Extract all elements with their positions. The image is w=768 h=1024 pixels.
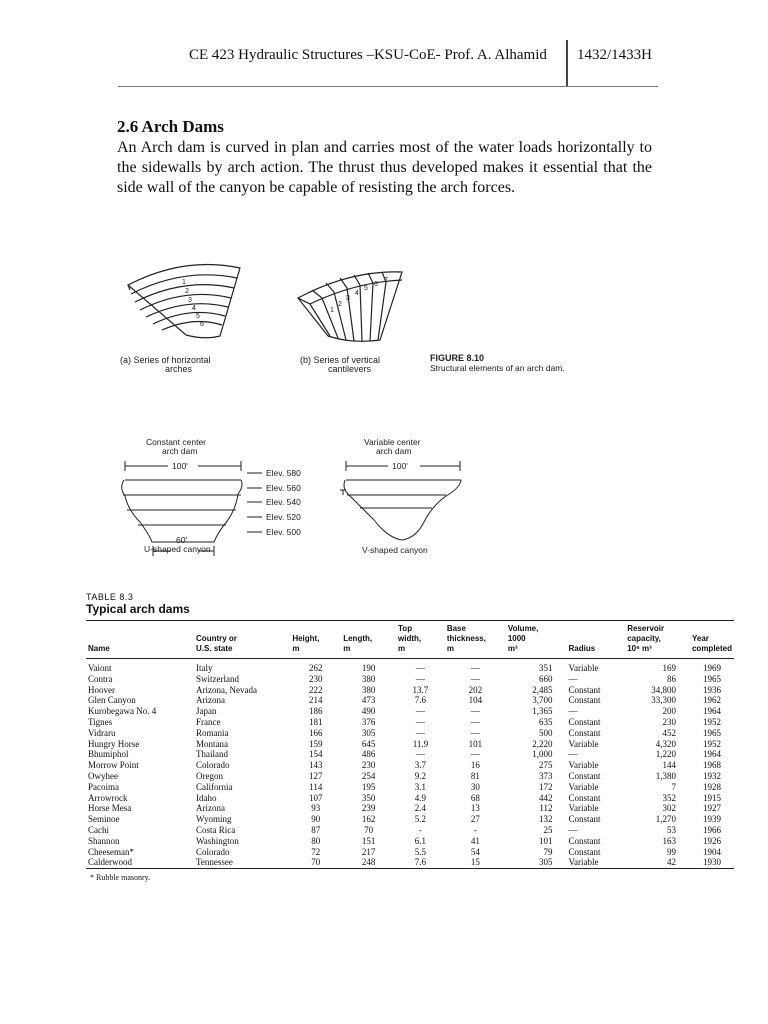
cell-height: 87 (311, 824, 321, 835)
cell-country: Arizona (196, 695, 226, 706)
cell-height: 114 (309, 781, 323, 792)
elev-540: Elev. 540 (266, 497, 301, 507)
cell-height: 222 (309, 684, 323, 695)
cell-name: Tignes (88, 716, 113, 727)
cell-volume: 635 (538, 716, 553, 727)
cell-reservoir: 1,270 (655, 814, 676, 825)
header-divider (566, 40, 568, 86)
cell-country: Montana (196, 738, 229, 749)
cell-top-width: — (415, 663, 425, 673)
table-row (86, 803, 734, 814)
right-caption: V-shaped canyon (362, 545, 428, 555)
arch-a-label-4: 4 (192, 305, 196, 312)
table-row (86, 857, 734, 868)
cell-country: Tennessee (196, 857, 233, 868)
cell-height: 127 (309, 770, 323, 781)
cell-volume: 305 (538, 857, 553, 868)
section-heading: 2.6 Arch Dams (117, 117, 224, 136)
col-name: Name (88, 644, 110, 653)
cell-radius: Variable (568, 803, 599, 814)
right-title-2: arch dam (376, 446, 412, 456)
cell-radius: Constant (568, 684, 601, 695)
cell-volume: 351 (538, 663, 553, 673)
left-title-2: arch dam (162, 446, 198, 456)
cell-year: 1968 (702, 760, 721, 771)
cell-base-thickness: 27 (470, 814, 480, 825)
cell-year: 1930 (702, 857, 721, 868)
cell-year: 1964 (702, 749, 721, 760)
cell-country: Arizona (196, 803, 226, 814)
cell-year: 1939 (702, 814, 721, 825)
cell-reservoir: 352 (662, 792, 676, 803)
cell-top-width: 4.9 (414, 792, 427, 803)
cell-reservoir: 230 (662, 716, 676, 727)
cell-volume: 1,365 (532, 706, 553, 717)
cell-name: Contra (88, 673, 113, 684)
cell-country: Costa Rica (196, 824, 236, 835)
cell-length: 217 (361, 846, 376, 857)
cell-height: 186 (309, 706, 323, 717)
figure-number: FIGURE 8.10 (430, 353, 485, 363)
col-top-width: Top width, m (398, 624, 422, 653)
cell-length: 486 (361, 749, 376, 760)
table-row (86, 674, 734, 685)
cell-top-width: 7.6 (414, 695, 427, 706)
cell-top-width: 6.1 (414, 835, 427, 846)
cell-volume: 101 (538, 835, 553, 846)
cell-length: 645 (361, 738, 376, 749)
cell-year: 1952 (702, 716, 721, 727)
cell-year: 1966 (702, 824, 721, 835)
caption-b-line1: (b) Series of vertical (300, 355, 381, 365)
cell-volume: 2,485 (532, 684, 553, 695)
cell-name: Seminoe (88, 814, 120, 825)
cell-top-width: 9.2 (414, 770, 427, 781)
cell-length: 490 (361, 706, 376, 717)
col-radius: Radius (568, 644, 596, 653)
cell-reservoir: 200 (662, 706, 676, 717)
cant-b-label-4: 4 (355, 290, 359, 297)
table-row (86, 836, 734, 847)
table-row (86, 685, 734, 696)
cell-radius: — (568, 706, 578, 717)
cell-reservoir: 53 (666, 824, 676, 835)
col-year: Year completed (691, 634, 732, 653)
cell-length: 376 (361, 716, 376, 727)
cell-name: Vidraru (88, 727, 116, 738)
cell-country: Thailand (196, 749, 229, 760)
cell-volume: 172 (538, 781, 553, 792)
right-top-width: 100' (392, 461, 408, 471)
left-title-1: Constant center (146, 437, 207, 447)
cell-base-thickness: 81 (470, 770, 480, 781)
cell-reservoir: 7 (671, 781, 676, 792)
diagram-horizontal-arches (128, 264, 240, 337)
cell-name: Owyhee (88, 770, 118, 781)
cell-height: 262 (309, 663, 323, 673)
cell-top-width: 13.7 (412, 684, 429, 695)
cell-year: 1927 (702, 803, 721, 814)
cell-year: 1965 (702, 727, 721, 738)
arch-a-label-2: 2 (185, 288, 189, 295)
typical-arch-dams-table (86, 592, 734, 882)
table-row (86, 717, 734, 728)
cell-country: Switzerland (196, 673, 240, 684)
table-row (86, 695, 734, 706)
table-row (86, 825, 734, 836)
cell-radius: Constant (568, 846, 601, 857)
table-row (86, 659, 734, 674)
table-header-row (86, 621, 734, 659)
cant-b-label-7: 7 (384, 277, 388, 284)
cell-height: 181 (309, 716, 323, 727)
table-row (86, 847, 734, 858)
cell-name: Cachi (88, 824, 109, 835)
cell-base-thickness: 16 (470, 760, 480, 771)
cant-b-label-3: 3 (346, 295, 350, 302)
cell-top-width: 7.6 (414, 857, 427, 868)
col-length: Length, m (343, 634, 373, 653)
cell-volume: 79 (543, 846, 553, 857)
data-table (86, 620, 734, 869)
cell-reservoir: 144 (662, 760, 676, 771)
cell-height: 166 (309, 727, 323, 738)
cell-base-thickness: 54 (470, 846, 480, 857)
cell-length: 305 (361, 727, 376, 738)
cell-reservoir: 302 (662, 803, 676, 814)
cell-reservoir: 1,380 (655, 770, 676, 781)
arch-a-label-6: 6 (200, 321, 204, 328)
arch-a-label-5: 5 (196, 313, 200, 320)
cell-height: 214 (309, 695, 323, 706)
left-bottom-width: 60' (176, 535, 188, 545)
cell-name: Horse Mesa (88, 803, 132, 814)
cell-height: 154 (309, 749, 323, 760)
cell-base-thickness: 104 (468, 695, 483, 706)
cell-reservoir: 4,320 (655, 738, 676, 749)
cell-base-thickness: 41 (470, 835, 480, 846)
cell-name: Bhumiphol (88, 749, 129, 760)
table-row (86, 749, 734, 760)
cell-base-thickness: 101 (468, 738, 483, 749)
cell-height: 107 (309, 792, 323, 803)
table-row (86, 739, 734, 750)
cell-country: Colorado (196, 760, 230, 771)
cell-top-width: 5.2 (414, 814, 427, 825)
table-label: TABLE 8.3 (86, 592, 134, 602)
cell-length: 239 (361, 803, 376, 814)
cell-volume: 442 (538, 792, 553, 803)
cell-name: Shannon (88, 835, 120, 846)
cell-top-width: 2.4 (414, 803, 427, 814)
col-base-thickness: Base thickness, m (446, 624, 486, 653)
cell-radius: Constant (568, 695, 601, 706)
elev-520: Elev. 520 (266, 512, 301, 522)
cell-base-thickness: - (473, 824, 477, 835)
cell-year: 1915 (702, 792, 721, 803)
cell-country: Arizona, Nevada (196, 684, 258, 695)
cell-country: Italy (196, 663, 213, 673)
figure-caption: Structural elements of an arch dam. (430, 363, 565, 373)
cell-year: 1932 (702, 770, 721, 781)
cell-base-thickness: 15 (470, 857, 480, 868)
cell-length: 70 (364, 824, 374, 835)
cell-name: Calderwood (88, 857, 132, 868)
cell-volume: 275 (538, 760, 553, 771)
page-header (0, 0, 768, 90)
cell-height: 143 (309, 760, 323, 771)
cell-height: 90 (311, 814, 321, 825)
cell-radius: Variable (568, 760, 599, 771)
cell-length: 254 (361, 770, 376, 781)
cell-length: 230 (361, 760, 376, 771)
right-title-1: Variable center (364, 437, 421, 447)
table-row (86, 728, 734, 739)
header-rule (118, 86, 658, 87)
table-row (86, 771, 734, 782)
cell-radius: — (568, 673, 578, 684)
cell-top-width: — (415, 716, 425, 727)
cell-reservoir: 33,300 (651, 695, 676, 706)
cell-name: Morrow Point (88, 760, 139, 771)
cell-top-width: 3.1 (414, 781, 427, 792)
cell-base-thickness: 13 (470, 803, 480, 814)
col-volume: Volume, 1000 m³ (507, 624, 539, 653)
cell-name: Pacoima (88, 781, 119, 792)
cell-name: Vaiont (88, 663, 112, 673)
cell-radius: Constant (568, 727, 601, 738)
cell-volume: 112 (539, 803, 553, 814)
caption-a-line1: (a) Series of horizontal (120, 355, 211, 365)
cell-volume: 3,700 (532, 695, 553, 706)
elev-500: Elev. 500 (266, 527, 301, 537)
cell-reservoir: 163 (662, 835, 676, 846)
cell-country: Wyoming (196, 814, 232, 825)
cell-base-thickness: — (470, 727, 480, 738)
cell-height: 93 (311, 803, 321, 814)
cell-height: 159 (309, 738, 323, 749)
left-caption: U-shaped canyon (144, 544, 211, 554)
cell-top-width: - (418, 824, 422, 835)
cell-radius: Variable (568, 857, 599, 868)
cell-volume: 373 (538, 770, 553, 781)
left-top-width: 100' (172, 461, 188, 471)
cell-height: 80 (311, 835, 321, 846)
cell-radius: Variable (568, 781, 599, 792)
cell-reservoir: 169 (662, 663, 676, 673)
cell-reservoir: 1,220 (655, 749, 676, 760)
cell-radius: Constant (568, 716, 601, 727)
cell-year: 1952 (702, 738, 721, 749)
cell-radius: — (568, 824, 578, 835)
table-row (86, 814, 734, 825)
cell-country: Colorado (196, 846, 230, 857)
cell-country: Oregon (196, 770, 224, 781)
cell-name: Glen Canyon (88, 695, 136, 706)
cell-length: 190 (361, 663, 376, 673)
table-row (86, 760, 734, 771)
cell-year: 1962 (702, 695, 721, 706)
cell-radius: Variable (568, 738, 599, 749)
cell-reservoir: 452 (662, 727, 676, 738)
cell-name: Arrowrock (88, 792, 128, 803)
cell-radius: Constant (568, 814, 601, 825)
cell-base-thickness: — (470, 716, 480, 727)
col-country: Country or U.S. state (196, 634, 237, 653)
cell-length: 473 (361, 695, 376, 706)
cell-top-width: — (415, 673, 425, 684)
cell-top-width: — (415, 706, 425, 717)
cell-height: 70 (311, 857, 321, 868)
table-row (86, 706, 734, 717)
cell-top-width: — (415, 727, 425, 738)
cell-volume: 132 (538, 814, 553, 825)
cell-country: Romania (196, 727, 229, 738)
cell-year: 1926 (702, 835, 721, 846)
cell-reservoir: 86 (666, 673, 676, 684)
cell-base-thickness: 30 (470, 781, 480, 792)
header-year: 1432/1433H (577, 47, 652, 63)
cell-year: 1969 (702, 663, 721, 673)
cell-year: 1904 (702, 846, 721, 857)
cell-length: 248 (361, 857, 376, 868)
cell-name: Kurobegawa No. 4 (88, 706, 157, 717)
table-title: Typical arch dams (86, 602, 190, 616)
section-body: An Arch dam is curved in plan and carries most of the water loads horizontally to the sidewalls by arch action. The thrust thus developed makes it essential that the side wall of the canyon be capable of resisting the arch forces. (117, 139, 652, 196)
cell-country: California (196, 781, 233, 792)
table-footnote: * Rubble masonry. (90, 873, 151, 883)
cant-b-label-2: 2 (338, 301, 342, 308)
cell-radius: — (568, 749, 578, 760)
cell-volume: 1,000 (532, 749, 553, 760)
cell-year: 1936 (702, 684, 721, 695)
cell-year: 1928 (702, 781, 721, 792)
cell-base-thickness: — (470, 663, 480, 673)
caption-a-line2: arches (165, 364, 193, 374)
header-title: CE 423 Hydraulic Structures –KSU-CoE- Prof. A. Alhamid (189, 47, 547, 63)
cell-country: Idaho (196, 792, 217, 803)
cell-volume: 2,220 (532, 738, 553, 749)
cell-volume: 25 (543, 824, 553, 835)
cell-length: 151 (361, 835, 376, 846)
table-row (86, 793, 734, 804)
cell-name: Hoover (88, 684, 115, 695)
cell-base-thickness: 202 (468, 684, 483, 695)
cell-length: 162 (361, 814, 376, 825)
cell-base-thickness: — (470, 706, 480, 717)
cell-country: Washington (196, 835, 239, 846)
cell-reservoir: 42 (666, 857, 676, 868)
cell-length: 380 (361, 684, 376, 695)
cell-radius: Variable (568, 663, 599, 673)
cell-length: 195 (361, 781, 376, 792)
cell-radius: Constant (568, 835, 601, 846)
col-height: Height, m (292, 634, 320, 653)
table-body (86, 659, 734, 869)
cell-top-width: 11.9 (412, 738, 429, 749)
cell-name: Hungry Horse (88, 738, 140, 749)
elev-580: Elev. 580 (266, 468, 301, 478)
cant-b-label-1: 1 (330, 307, 334, 314)
cell-year: 1965 (702, 673, 721, 684)
cell-year: 1964 (702, 706, 721, 717)
caption-b-line2: cantilevers (328, 364, 372, 374)
cell-top-width: 3.7 (414, 760, 427, 771)
cell-length: 350 (361, 792, 376, 803)
cell-base-thickness: — (470, 673, 480, 684)
cell-reservoir: 34,800 (651, 684, 676, 695)
cell-volume: 500 (538, 727, 553, 738)
col-reservoir: Reservoir capacity, 10⁶ m³ (627, 624, 665, 653)
cell-base-thickness: 68 (470, 792, 480, 803)
arch-a-label-1: 1 (182, 279, 186, 286)
table-row (86, 782, 734, 793)
figure-canyon-comparison (122, 437, 461, 556)
cell-reservoir: 99 (666, 846, 676, 857)
cell-top-width: — (415, 749, 425, 760)
cell-top-width: 5.5 (414, 846, 427, 857)
cell-country: Japan (196, 706, 217, 717)
arch-a-label-3: 3 (188, 297, 192, 304)
cell-length: 380 (361, 673, 376, 684)
cell-radius: Constant (568, 792, 601, 803)
cant-b-label-6: 6 (374, 281, 378, 288)
cell-name: Cheeseman* (88, 846, 134, 857)
figure-8-10 (120, 264, 565, 374)
cell-base-thickness: — (470, 749, 480, 760)
cell-volume: 660 (538, 673, 553, 684)
cell-height: 72 (311, 846, 321, 857)
cell-height: 230 (309, 673, 323, 684)
cant-b-label-5: 5 (364, 285, 368, 292)
figures (0, 240, 768, 570)
cell-radius: Constant (568, 770, 601, 781)
cell-country: France (196, 716, 221, 727)
elev-560: Elev. 560 (266, 483, 301, 493)
